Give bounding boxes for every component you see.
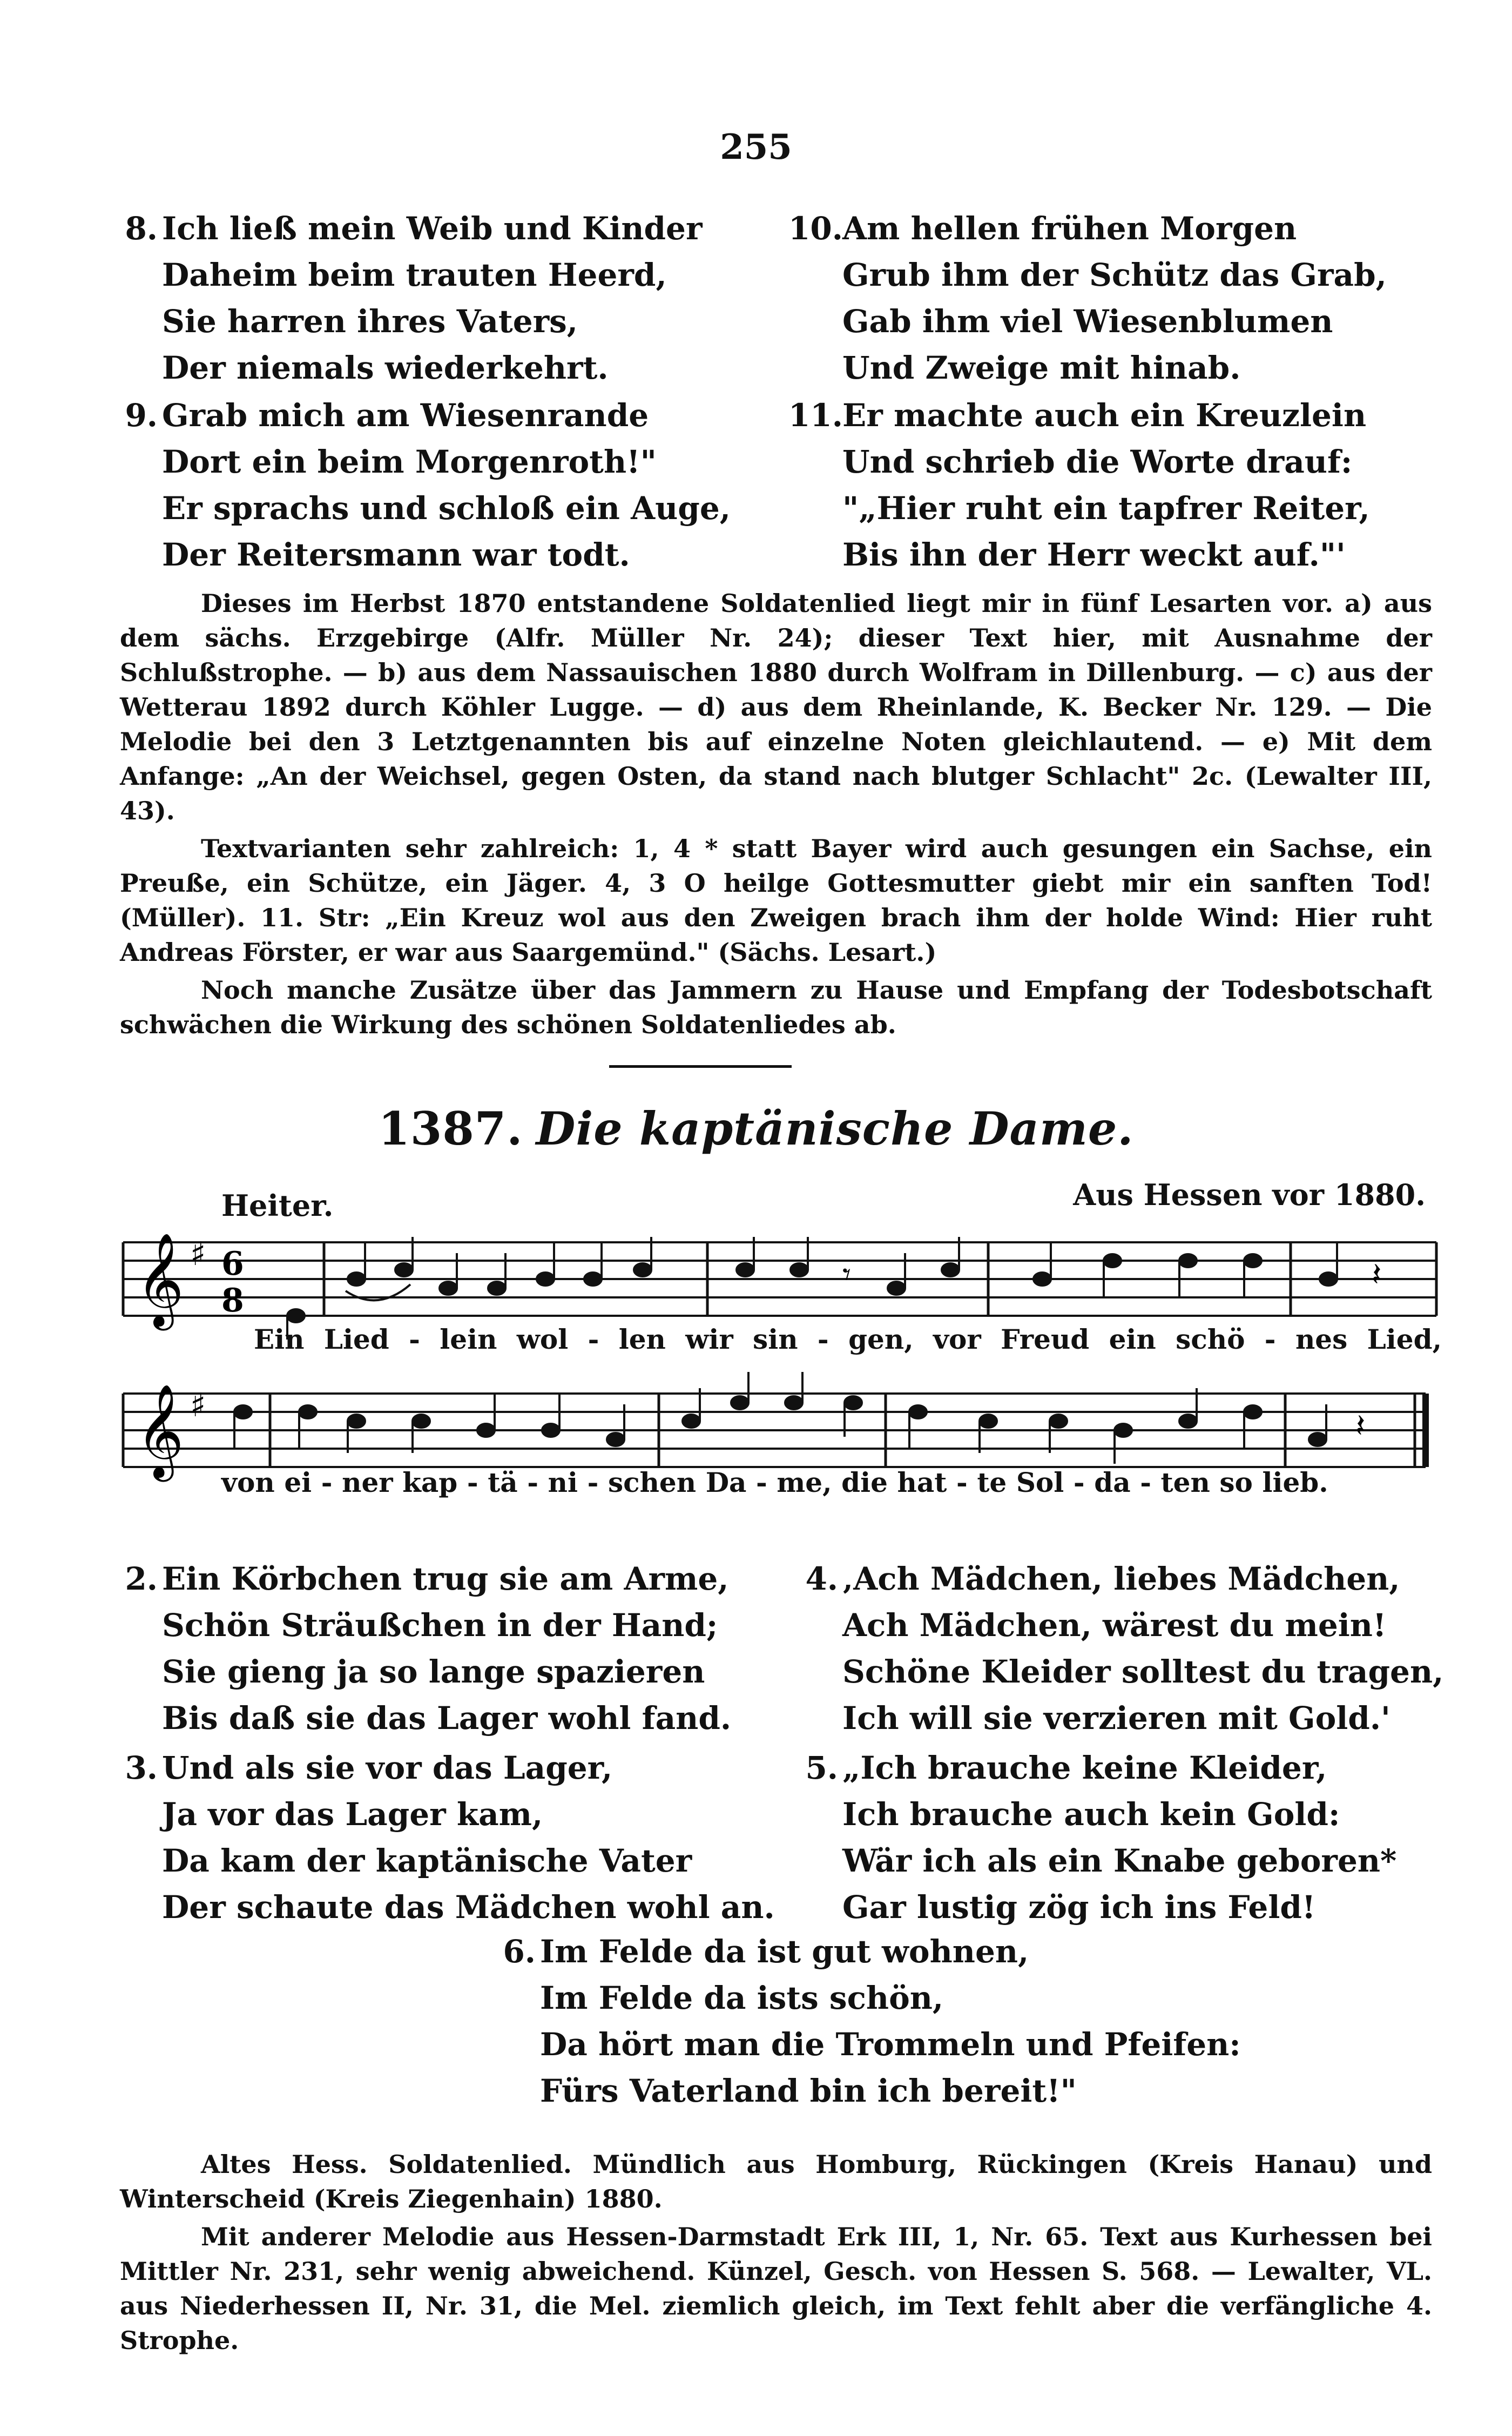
note-paragraph: Altes Hess. Soldatenlied. Mündlich aus Homburg, Rückingen (Kreis Hanau) und Winterscheid (Kreis Ziegenhain) 1880. [120, 2150, 1432, 2213]
lyric-syllable: Sol [1016, 1466, 1064, 1498]
verse-line: Und als sie vor das Lager, [162, 1749, 613, 1786]
verse-line: Bis ihn der Herr weckt auf."' [842, 536, 1346, 573]
page-number: 255 [720, 127, 792, 167]
verse-line: Fürs Vaterland bin ich bereit!" [540, 2072, 1077, 2109]
verse-line: Grub ihm der Schütz das Grab, [842, 257, 1387, 293]
lyric-syllable: da [1094, 1466, 1131, 1498]
lyric-syllable: ner [342, 1466, 393, 1498]
note-paragraph: Noch manche Zusätze über das Jammern zu Hause und Empfang der Todesbotschaft schwächen die Wirkung des schönen Soldatenliedes ab. [120, 975, 1432, 1039]
lyric-syllable: Lied, [1367, 1323, 1442, 1355]
lyric-syllable: nes [1295, 1323, 1348, 1355]
lyric-syllable: - [467, 1466, 478, 1498]
lyric-syllable: ni [548, 1466, 578, 1498]
song-source: Aus Hessen vor 1880. [1073, 1177, 1426, 1212]
stanza-11 [788, 392, 1370, 578]
lyric-syllable: von [221, 1466, 275, 1498]
song-title: Die kaptänische Dame. [536, 1102, 1134, 1155]
tempo-marking: Heiter. [221, 1188, 334, 1223]
stanza-number: 11. [788, 397, 843, 434]
lyric-syllable: - [817, 1323, 829, 1355]
stanza-9 [108, 392, 731, 578]
lyric-syllable: lieb. [1262, 1466, 1328, 1498]
verse-line: Ich ließ mein Weib und Kinder [162, 210, 703, 247]
key-signature-sharp-icon: ♯ [190, 1387, 206, 1424]
verse-line: Ja vor das Lager kam, [162, 1796, 543, 1833]
lyric-syllable: len [618, 1323, 666, 1355]
verse-line: Ein Körbchen trug sie am Arme, [162, 1560, 729, 1597]
treble-clef-icon: 𝄞 [136, 1384, 184, 1478]
stanza-number: 8. [125, 210, 158, 247]
lyric-syllable: - [1073, 1466, 1085, 1498]
lyric-syllable: wir [685, 1323, 733, 1355]
verse-line: Ich will sie verzieren mit Gold.' [842, 1700, 1390, 1737]
commentary-notes [120, 2147, 1432, 2361]
verse-line: Sie gieng ja so lange spazieren [162, 1653, 705, 1690]
lyric-syllable: Lied [323, 1323, 389, 1355]
lyric-syllable: - [409, 1323, 420, 1355]
commentary-notes [120, 586, 1432, 1045]
rest-icon: 𝄽 [1355, 1407, 1366, 1445]
lyric-syllable: - [1264, 1323, 1276, 1355]
verse-line: Da hört man die Trommeln und Pfeifen: [540, 2026, 1241, 2063]
lyric-syllable: kap [402, 1466, 458, 1498]
lyric-syllable: ein [1109, 1323, 1156, 1355]
rest-icon: 𝄽 [1372, 1256, 1382, 1294]
lyric-syllable: - [527, 1466, 539, 1498]
verse-line: Am hellen frühen Morgen [842, 210, 1297, 247]
notes [234, 1372, 1326, 1464]
verse-line: Daheim beim trauten Heerd, [162, 257, 667, 293]
verse-line: Dort ein beim Morgenroth!" [162, 443, 657, 480]
stanza-3 [108, 1745, 775, 1930]
note-paragraph: Mit anderer Melodie aus Hessen-Darmstadt Erk III, 1, Nr. 65. Text aus Kurhessen bei Mittler Nr. 231, sehr wenig abweichend. Künzel, Gesch. von Hessen S. 568. — Lewalter, VL. aus Niederhessen II, Nr. 31, die Mel. ziemlich gleich, im Text fehlt aber die verfängliche 4. Strophe. [120, 2222, 1432, 2355]
verse-line: Grab mich am Wiesenrande [162, 397, 649, 434]
time-signature-top: 6 [221, 1245, 244, 1283]
stanza-6 [486, 1928, 1241, 2114]
verse-line: Wär ich als ein Knabe geboren* [842, 1842, 1397, 1879]
verse-line: Gab ihm viel Wiesenblumen [842, 303, 1333, 340]
stanza-number: 3. [125, 1749, 158, 1786]
lyric-syllable: lein [440, 1323, 497, 1355]
lyric-syllable: ten [1160, 1466, 1210, 1498]
lyric-syllable: Freud [1001, 1323, 1090, 1355]
verse-line: Und schrieb die Worte drauf: [842, 443, 1353, 480]
rest-icon: 𝄾 [842, 1256, 851, 1294]
stanza-number: 2. [125, 1560, 158, 1597]
lyric-syllable: - [321, 1466, 333, 1498]
lyric-syllable: me, [777, 1466, 832, 1498]
verse-line: Der niemals wiederkehrt. [162, 349, 609, 386]
note-paragraph: Dieses im Herbst 1870 entstandene Soldatenlied liegt mir in fünf Lesarten vor. a) aus dem sächs. Erzgebirge (Alfr. Müller Nr. 24); dieser Text hier, mit Ausnahme der Schlußstrophe. — b) aus dem Nassauischen 1880 durch Wolfram in Dillenburg. — c) aus der Wetterau 1892 durch Köhler Lugge. — d) aus dem Rheinlande, K. Becker Nr. 129. — Die Melodie bei den 3 Letztgenannten bis auf einzelne Noten gleichlautend. — e) Mit dem Anfange: „An der Weichsel, gegen Osten, da stand nach blutger Schlacht" 2c. (Lewalter III, 43). [120, 589, 1432, 825]
lyric-syllable: schö [1176, 1323, 1245, 1355]
lyric-syllable: Ein [254, 1323, 305, 1355]
song-heading [0, 1102, 1512, 1155]
verse-line: Schön Sträußchen in der Hand; [162, 1607, 718, 1644]
song-number: 1387. [378, 1102, 523, 1155]
time-signature-bottom: 8 [221, 1282, 244, 1320]
verse-line: ‚Ach Mädchen, liebes Mädchen, [842, 1560, 1400, 1597]
stanza-8 [108, 205, 703, 391]
lyric-syllable: ei [284, 1466, 312, 1498]
lyric-syllable: - [756, 1466, 767, 1498]
lyrics-line-1 [254, 1323, 1442, 1355]
lyric-syllable: tä [488, 1466, 518, 1498]
lyric-syllable: die [841, 1466, 888, 1498]
stanza-10 [788, 205, 1387, 391]
lyric-syllable: - [1140, 1466, 1151, 1498]
verse-line: Er machte auch ein Kreuzlein [842, 397, 1367, 434]
music-staff-1 [0, 1221, 1512, 1340]
lyric-syllable: schen [608, 1466, 697, 1498]
stanza-number: 6. [503, 1933, 536, 1970]
lyric-syllable: Da [705, 1466, 747, 1498]
verse-line: Der schaute das Mädchen wohl an. [162, 1889, 775, 1926]
lyric-syllable: gen, [848, 1323, 914, 1355]
verse-line: Bis daß sie das Lager wohl fand. [162, 1700, 732, 1737]
verse-line: Im Felde da ists schön, [540, 1980, 944, 2016]
key-signature-sharp-icon: ♯ [190, 1235, 206, 1273]
lyric-syllable: te [977, 1466, 1007, 1498]
staff-lines [123, 1394, 1426, 1467]
note-paragraph: Textvarianten sehr zahlreich: 1, 4 * statt Bayer wird auch gesungen ein Sachse, ein Preuße, ein Schütze, ein Jäger. 4, 3 O heilge Gottesmutter giebt mir ein sanften Tod! (Müller). 11. Str: „Ein Kreuz wol aus den Zweigen brach ihm der holde Wind: Hier ruht Andreas Förster, er war aus Saargemünd." (Sächs. Lesart.) [120, 834, 1432, 967]
verse-line: Schöne Kleider solltest du tragen, [842, 1653, 1444, 1690]
lyric-syllable: - [588, 1323, 599, 1355]
stanza-number: 5. [805, 1749, 838, 1786]
treble-clef-icon: 𝄞 [136, 1233, 184, 1327]
stanza-2 [108, 1556, 731, 1741]
lyric-syllable: vor [933, 1323, 981, 1355]
stanza-number: 4. [805, 1560, 838, 1597]
lyric-syllable: hat [897, 1466, 947, 1498]
stanza-5 [788, 1745, 1396, 1930]
verse-line: "„Hier ruht ein tapfrer Reiter, [842, 490, 1370, 527]
stanza-4 [788, 1556, 1443, 1741]
lyric-syllable: - [956, 1466, 968, 1498]
lyric-syllable: so [1219, 1466, 1253, 1498]
staff-lines [123, 1242, 1436, 1316]
verse-line: Ich brauche auch kein Gold: [842, 1796, 1340, 1833]
verse-line: Da kam der kaptänische Vater [162, 1842, 692, 1879]
verse-line: Er sprachs und schloß ein Auge, [162, 490, 731, 527]
stanza-number: 9. [125, 397, 158, 434]
lyric-syllable: wol [516, 1323, 569, 1355]
verse-line: Ach Mädchen, wärest du mein! [842, 1607, 1387, 1644]
lyric-syllable: sin [753, 1323, 798, 1355]
lyrics-line-2 [221, 1466, 1328, 1498]
section-divider [609, 1065, 792, 1068]
verse-line: Der Reitersmann war todt. [162, 536, 630, 573]
stanza-number: 10. [788, 210, 843, 247]
verse-line: Im Felde da ist gut wohnen, [540, 1933, 1029, 1970]
verse-line: Sie harren ihres Vaters, [162, 303, 578, 340]
lyric-syllable: - [587, 1466, 599, 1498]
verse-line: Gar lustig zög ich ins Feld! [842, 1889, 1316, 1926]
verse-line: „Ich brauche keine Kleider, [842, 1749, 1327, 1786]
verse-line: Und Zweige mit hinab. [842, 349, 1241, 386]
